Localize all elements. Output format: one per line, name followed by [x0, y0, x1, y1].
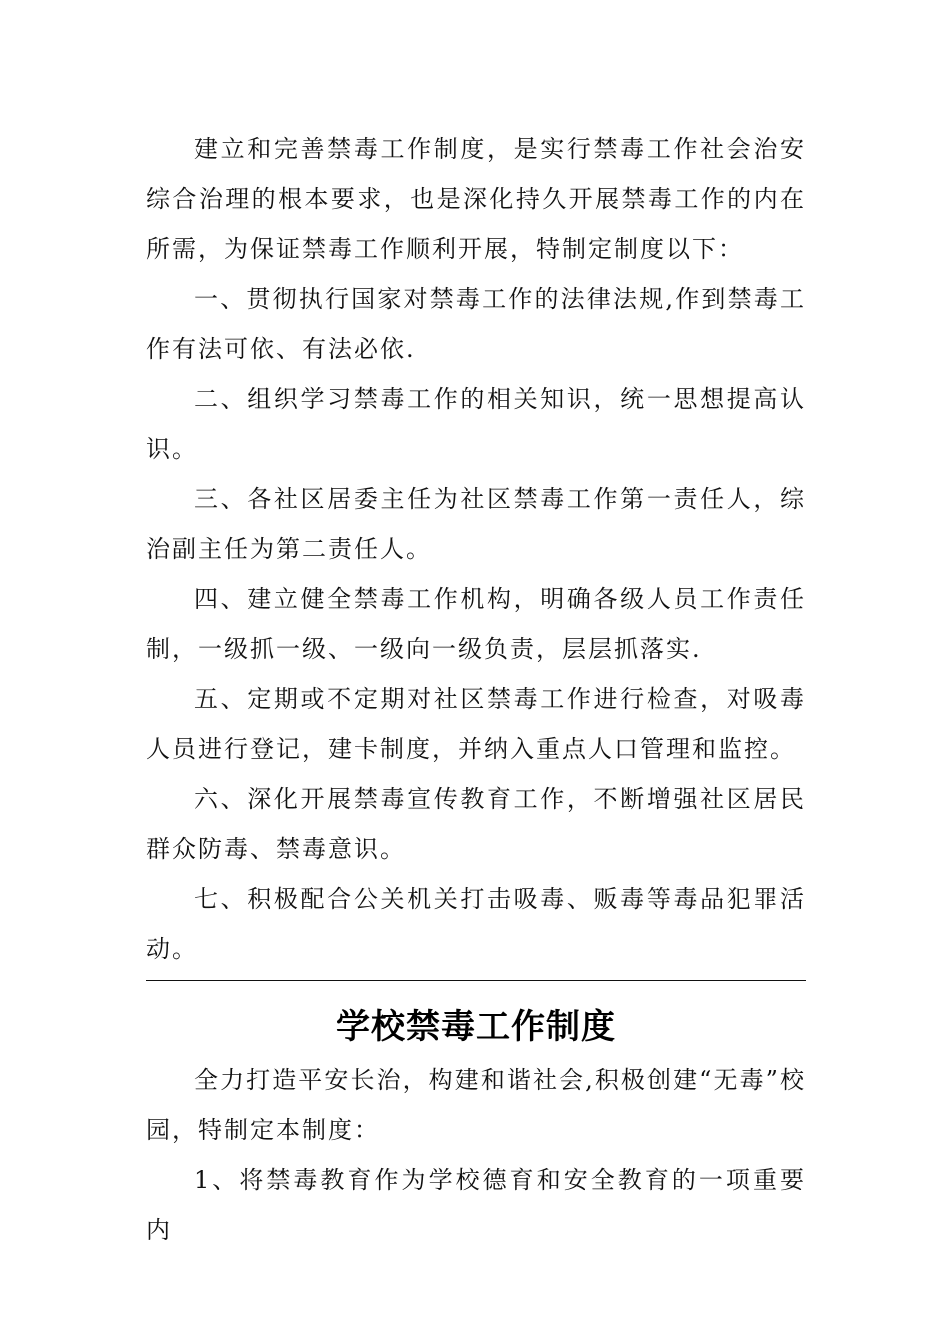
clause-3: 三、各社区居委主任为社区禁毒工作第一责任人，综治副主任为第二责任人。: [146, 485, 806, 563]
section-title: 学校禁毒工作制度: [336, 1007, 616, 1047]
intro-paragraph: 建立和完善禁毒工作制度，是实行禁毒工作社会治安综合治理的根本要求，也是深化持久开展禁毒工作的内在所需，为保证禁毒工作顺利开展，特制定制度以下：: [146, 135, 806, 263]
clause-5: 五、定期或不定期对社区禁毒工作进行检查，对吸毒人员进行登记，建卡制度，并纳入重点人口管理和监控。: [146, 685, 806, 763]
clause-2: 二、组织学习禁毒工作的相关知识，统一思想提高认识。: [146, 385, 806, 463]
clause-1: 一、贯彻执行国家对禁毒工作的法律法规,作到禁毒工作有法可依、有法必依.: [146, 285, 806, 363]
clause-7: 七、积极配合公关机关打击吸毒、贩毒等毒品犯罪活动。: [146, 885, 806, 963]
section-divider: [146, 980, 806, 981]
section-community-policy: [146, 124, 806, 974]
clause-4: 四、建立健全禁毒工作机构，明确各级人员工作责任制，一级抓一级、一级向一级负责，层层抓落实.: [146, 585, 806, 663]
section-school-policy: [146, 1003, 806, 1255]
school-intro-paragraph: 全力打造平安长治，构建和谐社会,积极创建“无毒”校园，特制定本制度：: [146, 1066, 806, 1144]
clause-6: 六、深化开展禁毒宣传教育工作，不断增强社区居民群众防毒、禁毒意识。: [146, 785, 806, 863]
school-clause-1: 1、将禁毒教育作为学校德育和安全教育的一项重要内: [146, 1166, 806, 1244]
document-body: [146, 124, 806, 1255]
